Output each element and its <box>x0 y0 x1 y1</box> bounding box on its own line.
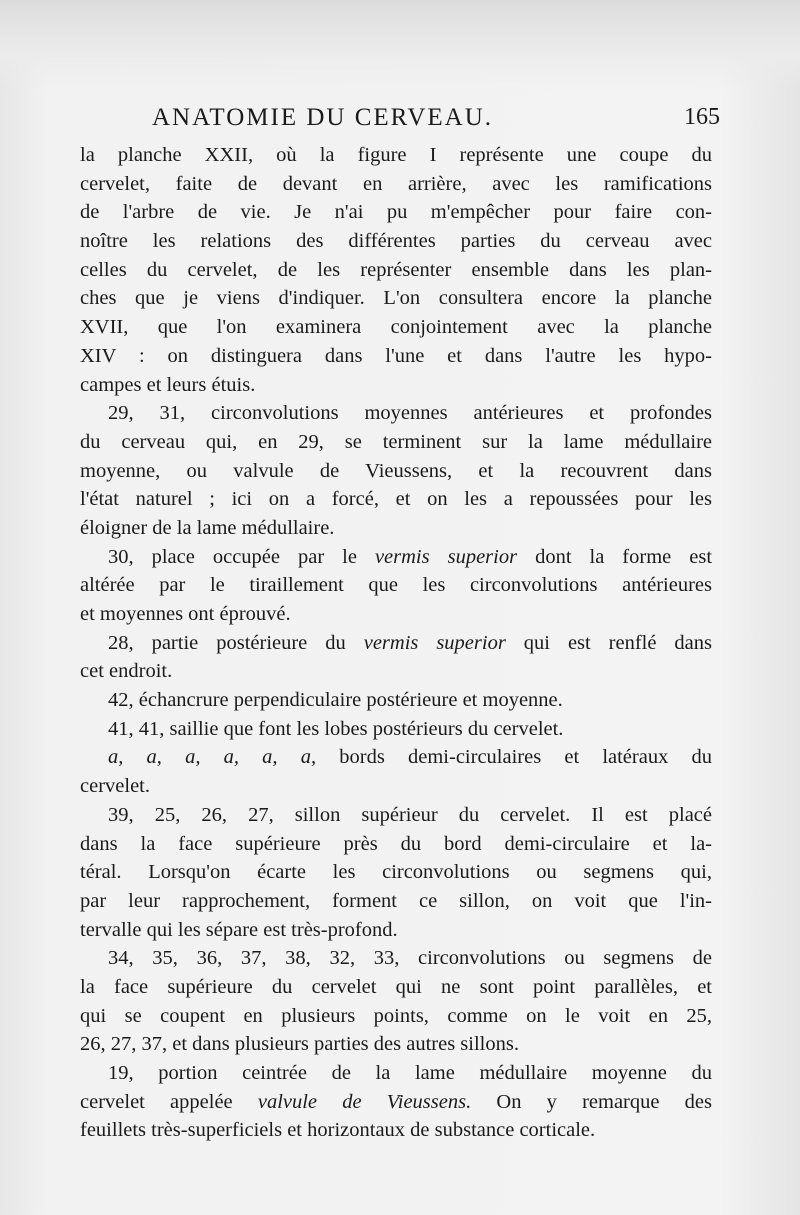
italic-term: vermis superior <box>363 631 506 654</box>
text-line <box>80 1088 712 1117</box>
text-run: 28, partie postérieure du <box>108 631 346 654</box>
text-line: 26, 27, 37, et dans plusieurs parties des autres sillons. <box>80 1033 519 1056</box>
text-line: 42, échancrure perpendiculaire postérieure et moyenne. <box>108 689 563 712</box>
text-line: l'état naturel ; ici on a forcé, et on les a repoussées pour les <box>80 488 712 511</box>
text-line: 29, 31, circonvolutions moyennes antérieures et profondes <box>108 402 712 425</box>
page-shadow <box>0 0 800 90</box>
page-number: 165 <box>684 104 720 130</box>
italic-term: valvule de Vieussens. <box>257 1090 472 1113</box>
text-line <box>80 543 712 572</box>
text-line <box>80 629 712 658</box>
text-run: bords demi-circulaires et latéraux du <box>339 746 713 769</box>
text-line: noître les relations des différentes parties du cerveau avec <box>80 230 712 253</box>
text-line: et moyennes ont éprouvé. <box>80 603 291 625</box>
text-line: cervelet. <box>80 775 150 798</box>
text-line: par leur rapprochement, forment ce sillon, on voit que l'in- <box>80 889 712 912</box>
text-line: 34, 35, 36, 37, 38, 32, 33, circonvolutions ou segmens de <box>108 947 712 970</box>
text-line <box>80 743 712 772</box>
show-through-marks <box>270 1160 550 1210</box>
text-line: XVII, que l'on examinera conjointement avec la planche <box>80 316 712 339</box>
text-line: tervalle qui les sépare est très-profond. <box>80 918 398 941</box>
text-line: moyenne, ou valvule de Vieussens, et la recouvrent dans <box>80 459 712 482</box>
text-line: du cerveau qui, en 29, se terminent sur la lame médullaire <box>80 430 712 453</box>
text-line: altérée par le tiraillement que les circonvolutions antérieures <box>80 574 712 597</box>
text-line: qui se coupent en plusieurs points, comme on le voit en 25, <box>80 1004 712 1027</box>
text-line: cervelet, faite de devant en arrière, avec les ramifications <box>80 172 712 195</box>
text-line: 41, 41, saillie que font les lobes postérieurs du cervelet. <box>108 717 564 740</box>
text-line: 39, 25, 26, 27, sillon supérieur du cervelet. Il est placé <box>108 803 712 826</box>
italic-term: vermis superior <box>374 545 518 568</box>
running-head <box>80 104 720 144</box>
text-run: dont la forme est <box>535 545 713 568</box>
text-line: cet endroit. <box>80 660 173 683</box>
body-text <box>80 141 712 1145</box>
italic-letters: a, a, a, a, a, a, <box>108 746 317 769</box>
text-line: de l'arbre de vie. Je n'ai pu m'empêcher pour faire con- <box>80 201 712 224</box>
text-line: la face supérieure du cervelet qui ne sont point parallèles, et <box>80 975 712 998</box>
text-line: 19, portion ceintrée de la lame médullaire moyenne du <box>108 1062 712 1084</box>
text-line: téral. Lorsqu'on écarte les circonvolutions ou segmens qui, <box>80 861 712 884</box>
text-line: dans la face supérieure près du bord demi-circulaire et la- <box>80 832 712 855</box>
text-line: la planche XXII, où la figure I représente une coupe du <box>80 144 712 166</box>
text-line: XIV : on distinguera dans l'une et dans l'autre les hypo- <box>80 344 712 367</box>
text-line: campes et leurs étuis. <box>80 373 256 396</box>
running-title: ANATOMIE DU CERVEAU. <box>152 104 494 131</box>
text-run: 30, place occupée par le <box>108 545 357 568</box>
text-run: On y remarque des <box>496 1090 712 1113</box>
text-line: feuillets très-superficiels et horizontaux de substance corticale. <box>80 1119 596 1142</box>
text-run: qui est renflé dans <box>523 631 713 654</box>
text-line: celles du cervelet, de les représenter ensemble dans les plan- <box>80 258 712 281</box>
text-run: cervelet appelée <box>80 1090 233 1113</box>
text-line: ches que je viens d'indiquer. L'on consultera encore la planche <box>80 287 712 310</box>
text-line: éloigner de la lame médullaire. <box>80 516 335 539</box>
